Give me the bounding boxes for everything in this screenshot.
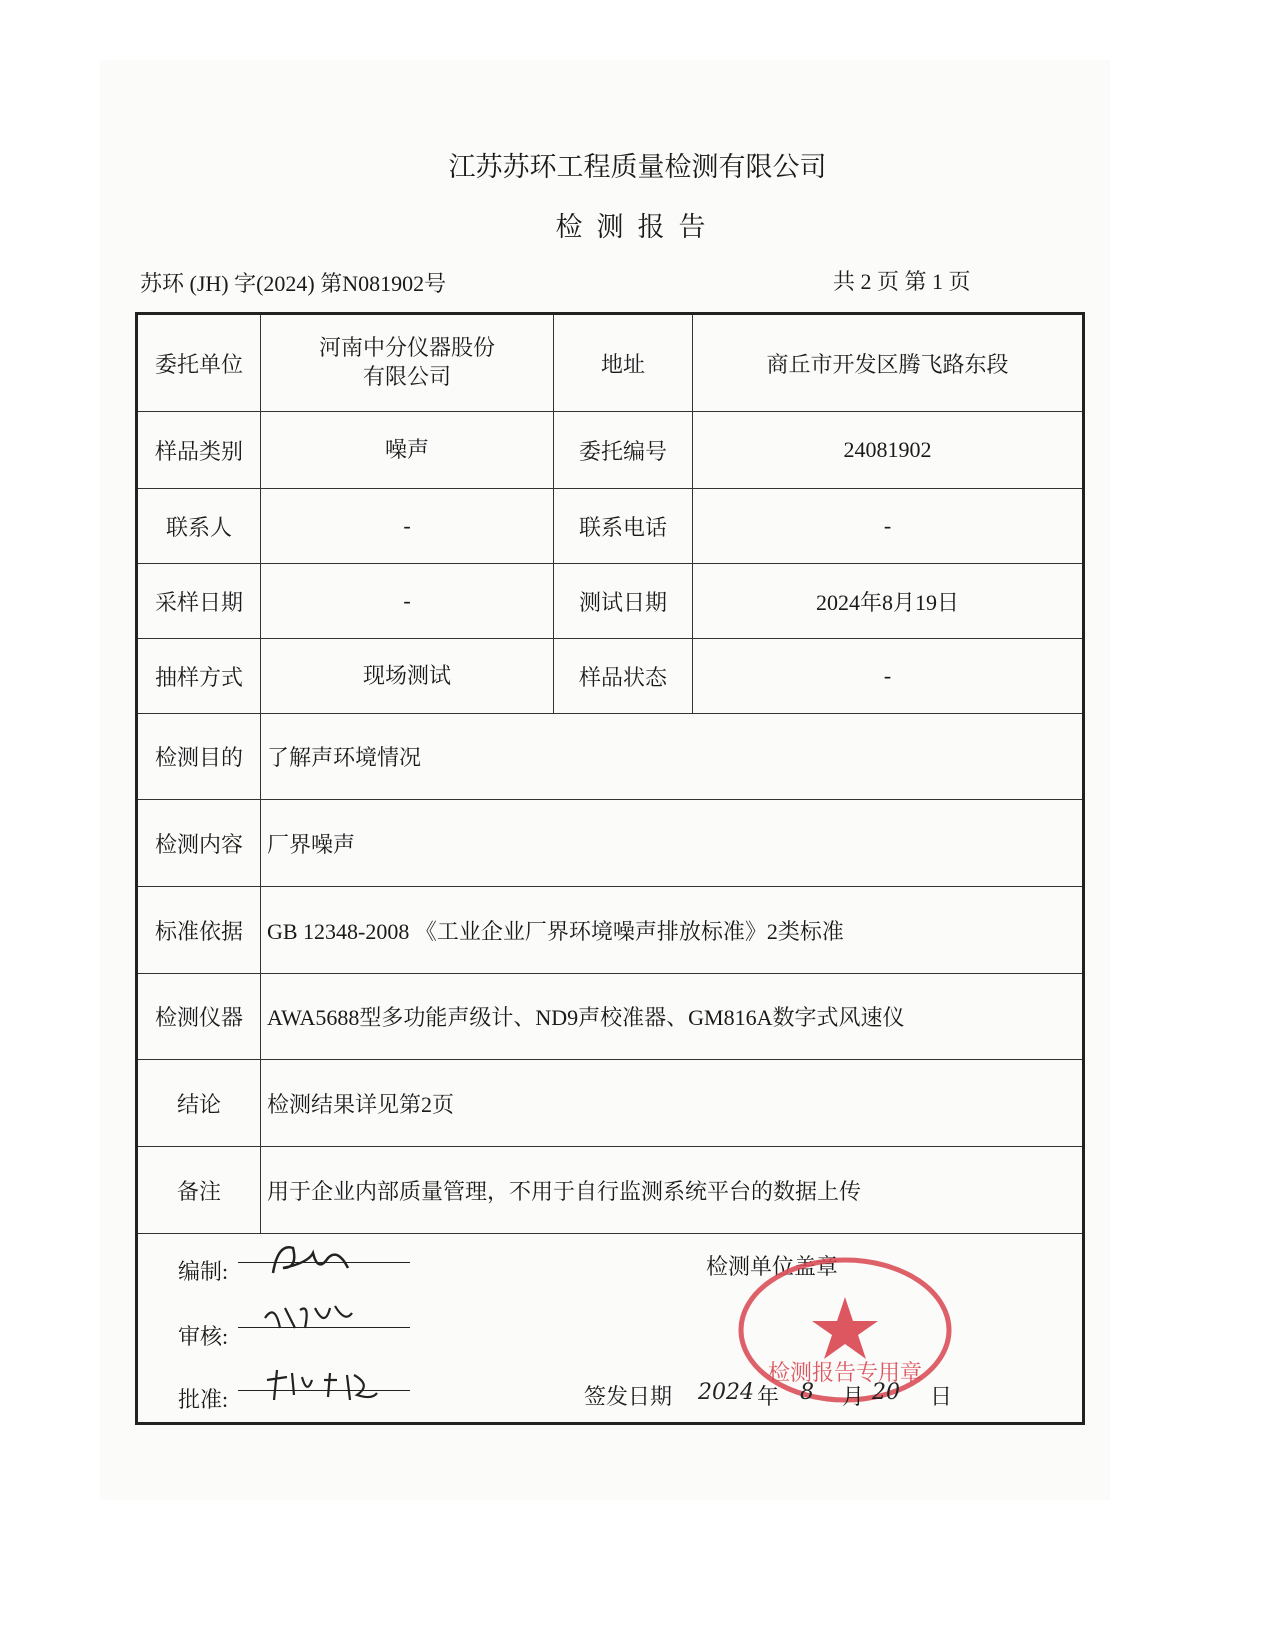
field-value: 检测结果详见第2页 — [261, 1060, 1084, 1147]
field-label: 检测内容 — [137, 800, 261, 887]
field-value: 用于企业内部质量管理，不用于自行监测系统平台的数据上传 — [261, 1147, 1084, 1234]
table-row — [137, 564, 1084, 639]
star-icon — [812, 1297, 878, 1359]
page-info: 共 2 页 第 1 页 — [833, 269, 971, 294]
table-row — [137, 489, 1084, 564]
field-label: 结论 — [137, 1060, 261, 1147]
report-number: 苏环 (JH) 字(2024) 第N081902号 — [140, 271, 447, 296]
field-value: GB 12348-2008 《工业企业厂界环境噪声排放标准》2类标准 — [261, 887, 1084, 974]
field-value: - — [261, 564, 554, 639]
issue-date-label: 签发日期 — [584, 1384, 673, 1409]
table-row — [137, 639, 1084, 714]
field-label: 地址 — [554, 314, 693, 412]
field-value: - — [693, 639, 1084, 714]
approved-signature — [262, 1365, 382, 1405]
approved-label: 批准: — [178, 1387, 229, 1412]
day-label: 日 — [930, 1384, 953, 1409]
field-label: 样品状态 — [554, 639, 693, 714]
seal-label: 检测单位盖章 — [706, 1254, 839, 1279]
table-row — [137, 412, 1084, 489]
field-value: 2024年8月19日 — [693, 564, 1084, 639]
field-value: 了解声环境情况 — [261, 714, 1084, 800]
field-label: 样品类别 — [137, 412, 261, 489]
field-value: 厂界噪声 — [261, 800, 1084, 887]
field-label: 联系人 — [137, 489, 261, 564]
seal-text-bottom: 检测报告专用章 — [767, 1361, 923, 1386]
issue-month: 8 — [800, 1380, 814, 1405]
field-label: 检测仪器 — [137, 974, 261, 1060]
field-label: 抽样方式 — [137, 639, 261, 714]
reviewed-label: 审核: — [178, 1324, 229, 1349]
issue-year: 2024 — [698, 1380, 754, 1405]
field-value: - — [261, 489, 554, 564]
field-label: 测试日期 — [554, 564, 693, 639]
table-row — [137, 714, 1084, 800]
field-label: 委托编号 — [554, 412, 693, 489]
reviewed-signature — [260, 1298, 360, 1338]
field-label: 联系电话 — [554, 489, 693, 564]
compiled-signature — [268, 1238, 358, 1283]
report-title: 检测报告 — [555, 212, 720, 242]
field-label: 标准依据 — [137, 887, 261, 974]
table-row — [137, 800, 1084, 887]
field-value: - — [693, 489, 1084, 564]
field-label: 检测目的 — [137, 714, 261, 800]
compiled-label: 编制: — [178, 1259, 229, 1284]
field-label: 委托单位 — [137, 314, 261, 412]
year-label: 年 — [757, 1384, 780, 1409]
month-label: 月 — [842, 1384, 865, 1409]
field-label: 备注 — [137, 1147, 261, 1234]
table-row — [137, 314, 1084, 412]
table-row — [137, 1060, 1084, 1147]
field-value: 河南中分仪器股份 有限公司 — [261, 314, 554, 412]
issue-day: 20 — [872, 1380, 900, 1405]
field-value: 噪声 — [261, 412, 554, 489]
field-value: 商丘市开发区腾飞路东段 — [693, 314, 1084, 412]
company-name: 江苏苏环工程质量检测有限公司 — [448, 152, 827, 182]
table-row — [137, 887, 1084, 974]
field-value: 现场测试 — [261, 639, 554, 714]
field-value: AWA5688型多功能声级计、ND9声校准器、GM816A数字式风速仪 — [261, 974, 1084, 1060]
field-value: 24081902 — [693, 412, 1084, 489]
field-label: 采样日期 — [137, 564, 261, 639]
table-row — [137, 1147, 1084, 1234]
table-row — [137, 974, 1084, 1060]
